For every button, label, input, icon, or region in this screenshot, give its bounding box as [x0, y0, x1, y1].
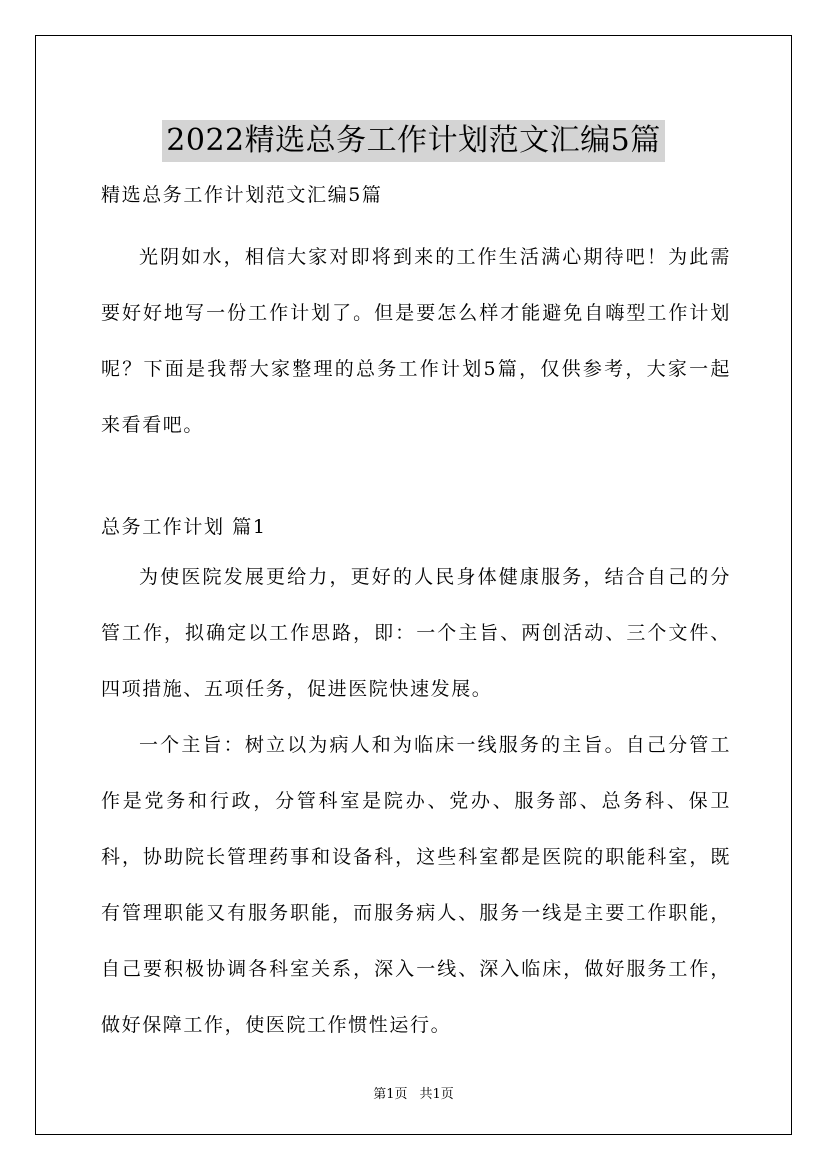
page-footer [0, 1083, 827, 1102]
intro-paragraph: 光阴如水，相信大家对即将到来的工作生活满心期待吧！为此需要好好地写一份工作计划了。但是要怎么样才能避免自嗨型工作计划呢？下面是我帮大家整理的总务工作计划5篇，仅供参考，大家一起来看看吧。 [101, 246, 731, 436]
document-body [101, 173, 731, 1053]
section-gap [101, 453, 731, 505]
document-title: 2022精选总务工作计划范文汇编5篇 [162, 120, 664, 162]
document-subtitle: 精选总务工作计划范文汇编5篇 [101, 184, 383, 206]
page-number: 第1页 [373, 1087, 408, 1102]
body-paragraph: 为使医院发展更给力，更好的人民身体健康服务，结合自己的分管工作，拟确定以工作思路，即：一个主旨、两创活动、三个文件、四项措施、五项任务，促进医院快速发展。 [101, 566, 731, 700]
title-container [0, 100, 827, 182]
page-total: 共1页 [419, 1087, 454, 1102]
body-paragraph: 一个主旨：树立以为病人和为临床一线服务的主旨。自己分管工作是党务和行政，分管科室是院办、党办、服务部、总务科、保卫科，协助院长管理药事和设备科，这些科室都是医院的职能科室，既有管理职能又有服务职能，而服务病人、服务一线是主要工作职能，自己要积极协调各科室关系，深入一线、深入临床，做好服务工作，做好保障工作，使医院工作惯性运行。 [101, 734, 731, 1036]
section-heading: 总务工作计划 篇1 [101, 516, 267, 538]
